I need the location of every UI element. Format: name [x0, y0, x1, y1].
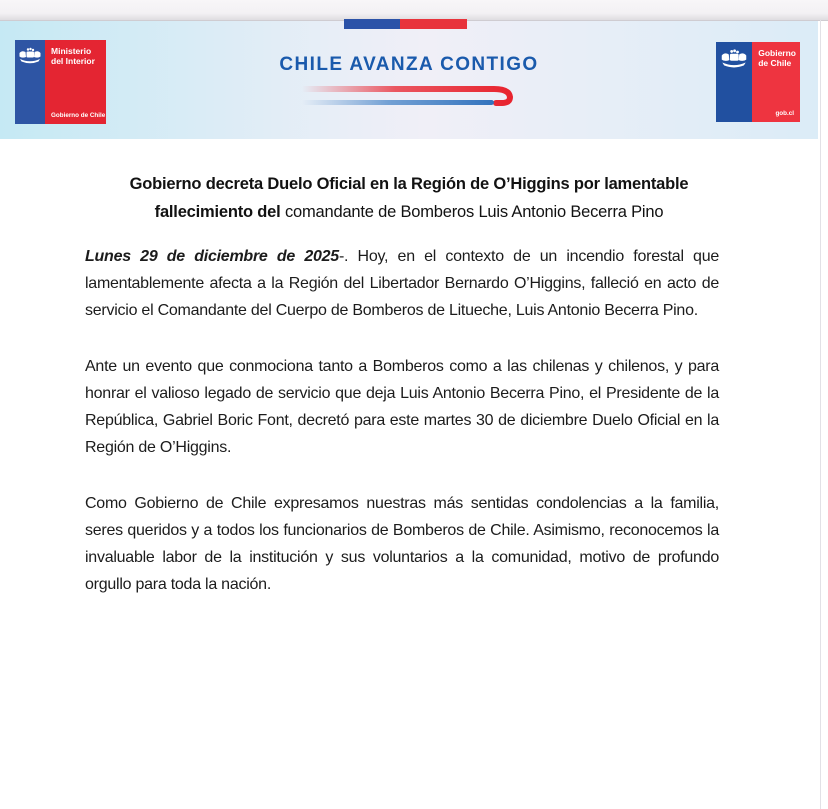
viewer-edge-line	[820, 20, 821, 809]
document-title	[95, 170, 723, 226]
speed-lines-icon	[296, 83, 522, 109]
chile-flag-bar	[344, 19, 467, 29]
paragraph-date-lead: Lunes 29 de diciembre de 2025	[85, 248, 339, 265]
document-header	[0, 21, 818, 139]
chile-coat-of-arms-icon	[720, 49, 748, 69]
title-bold-part: Gobierno decreta Duelo Oficial en la Región de O’Higgins por lamentable fallecimiento del	[129, 175, 689, 221]
campaign-banner	[0, 54, 818, 109]
paragraphs-container	[85, 243, 719, 598]
campaign-slogan: CHILE AVANZA CONTIGO	[279, 54, 539, 75]
ministry-name: Ministerio del Interior	[51, 46, 95, 66]
logo-blue-panel	[716, 42, 752, 122]
gob-cl-label: gob.cl	[775, 110, 794, 117]
logo-red-panel	[752, 42, 800, 122]
body-paragraph: Como Gobierno de Chile expresamos nuestras más sentidas condolencias a la familia, seres queridos y a todos los funcionarios de Bomberos de Chile. Asimismo, reconocemos la invaluable labor de la institución y sus voluntarios a la comunidad, motivo de profundo orgullo para toda la nación.	[85, 495, 719, 593]
body-paragraph: Ante un evento que conmociona tanto a Bomberos como a las chilenas y chilenos, y para honrar el valioso legado de servicio que deja Luis Antonio Becerra Pino, el Presidente de la República, Gabriel Boric Font, decretó para este martes 30 de diciembre Duelo Oficial en la Región de O’Higgins.	[85, 358, 719, 456]
document-body	[0, 139, 818, 809]
government-name: Gobierno de Chile	[758, 48, 796, 68]
title-regular-part: comandante de Bomberos Luis Antonio Becerra Pino	[284, 203, 664, 221]
viewer-top-strip	[0, 0, 828, 21]
flag-blue-segment	[344, 19, 400, 29]
logo-footer-text: Gobierno de Chile	[51, 112, 106, 119]
gobierno-chile-logo	[716, 42, 800, 122]
flag-red-segment	[400, 19, 467, 29]
body-paragraph: Lunes 29 de diciembre de 2025-. Hoy, en el contexto de un incendio forestal que lamentablemente afecta a la Región del Libertador Bernardo O’Higgins, falleció en acto de servicio el Comandante del Cuerpo de Bomberos de Litueche, Luis Antonio Becerra Pino.	[85, 248, 719, 319]
